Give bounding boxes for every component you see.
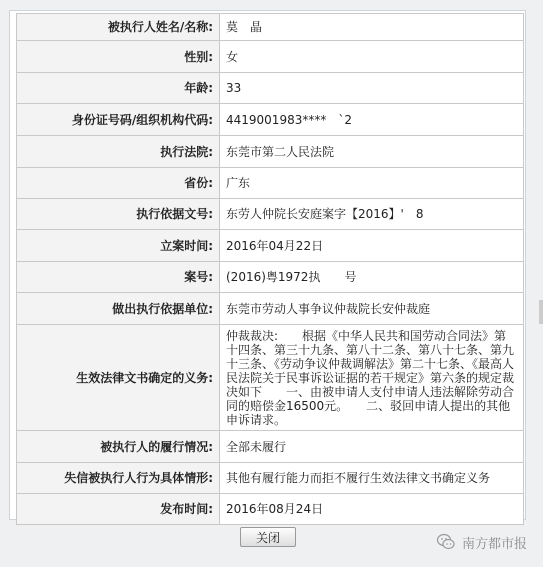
table-row	[17, 14, 524, 41]
close-button[interactable]: 关闭	[240, 527, 296, 547]
row-value: 2016年04月22日	[220, 230, 524, 262]
row-value: 莫 晶	[220, 14, 524, 41]
row-label: 发布时间:	[17, 494, 220, 525]
table-row	[17, 494, 524, 525]
row-value: 4419001983**** `2	[220, 104, 524, 136]
row-label: 失信被执行人行为具体情形:	[17, 463, 220, 494]
row-value: 33	[220, 73, 524, 104]
row-value: (2016)粤1972执 号	[220, 262, 524, 293]
table-row	[17, 199, 524, 230]
table-row	[17, 431, 524, 463]
row-label: 做出执行依据单位:	[17, 293, 220, 325]
table-row	[17, 41, 524, 73]
row-value: 2016年08月24日	[220, 494, 524, 525]
row-value: 全部未履行	[220, 431, 524, 463]
scrollbar-thumb[interactable]	[539, 300, 543, 324]
row-value: 东莞市第二人民法院	[220, 136, 524, 168]
table-row	[17, 230, 524, 262]
row-label: 省份:	[17, 168, 220, 199]
row-value: 女	[220, 41, 524, 73]
row-label: 立案时间:	[17, 230, 220, 262]
dishonest-executor-info-table	[16, 13, 524, 525]
table-row	[17, 136, 524, 168]
row-label: 年龄:	[17, 73, 220, 104]
table-row	[17, 104, 524, 136]
row-label: 执行法院:	[17, 136, 220, 168]
watermark	[436, 530, 527, 554]
table-row	[17, 325, 524, 431]
watermark-text: 南方都市报	[462, 536, 528, 552]
row-label: 案号:	[17, 262, 220, 293]
row-label: 性别:	[17, 41, 220, 73]
row-label: 生效法律文书确定的义务:	[17, 325, 220, 431]
row-value: 东莞市劳动人事争议仲裁院长安仲裁庭	[220, 293, 524, 325]
row-label: 身份证号码/组织机构代码:	[17, 104, 220, 136]
row-value: 仲裁裁决: 根据《中华人民共和国劳动合同法》第十四条、第三十九条、第八十二条、第八十七条、第九十三条、《劳动争议仲裁调解法》第二十七条、《最高人民法院关于民事诉讼证据的若干规定》第六条的规定裁决如下 一、由被申请人支付申请人违法解除劳动合同的赔偿金16500元。 二、驳回申请人提出的其他申诉请求。	[220, 325, 524, 431]
table-row	[17, 262, 524, 293]
row-label: 被执行人姓名/名称:	[17, 14, 220, 41]
table-row	[17, 168, 524, 199]
row-value: 广东	[220, 168, 524, 199]
row-label: 被执行人的履行情况:	[17, 431, 220, 463]
wechat-icon	[436, 532, 456, 552]
row-label: 执行依据文号:	[17, 199, 220, 230]
table-row	[17, 463, 524, 494]
row-value: 其他有履行能力而拒不履行生效法律文书确定义务	[220, 463, 524, 494]
table-row	[17, 293, 524, 325]
row-value: 东劳人仲院长安庭案字【2016】' 8	[220, 199, 524, 230]
table-row	[17, 73, 524, 104]
